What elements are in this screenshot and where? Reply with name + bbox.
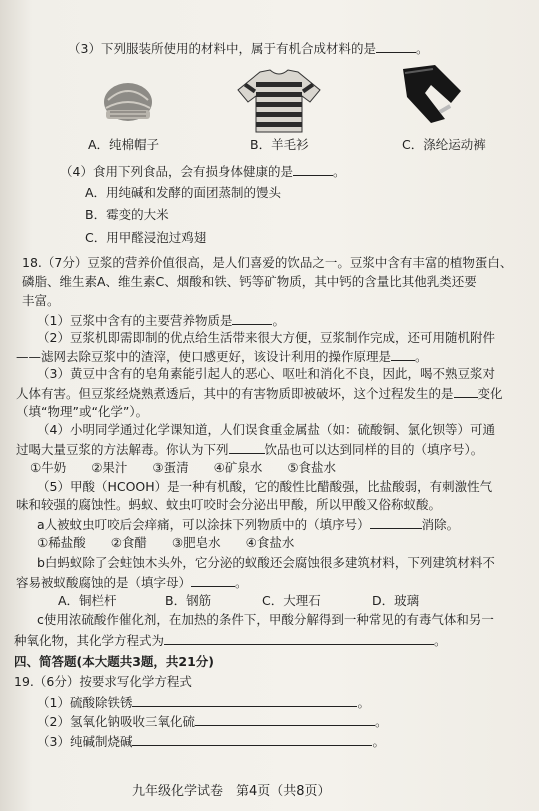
q4-option-b: B．霉变的大米 [85, 207, 169, 222]
q3-option-a: A．纯棉帽子 [88, 137, 160, 152]
polyester-pants-icon [395, 63, 465, 125]
q18-sub-c-line1: c使用浓硫酸作催化剂，在加热的条件下，甲酸分解得到一种常见的有毒气体和另一 [37, 612, 494, 627]
q18-intro-line1: 18.（7分）豆浆的营养价值很高，是人们喜爱的饮品之一。豆浆中含有丰富的植物蛋白、 [22, 255, 513, 270]
q3-option-b: B．羊毛衫 [250, 137, 309, 152]
q19-part3: （3）纯碱制烧碱 。 [37, 734, 385, 749]
q18-sub-b-option-c: C．大理石 [262, 593, 321, 608]
q18-part3-line2: 人体有害。但豆浆经烧熟煮透后，其中的有害物质即被破坏，这个过程发生的是 变化 [16, 386, 503, 401]
q18-sub-b-blank[interactable] [191, 574, 235, 587]
q4-option-c: C．用甲醛浸泡过鸡翅 [85, 230, 207, 245]
q4-stem: （4）食用下列食品，会有损身体健康的是 。 [60, 164, 346, 179]
q19-part3-blank[interactable] [132, 733, 372, 746]
q18-part2-blank[interactable] [391, 348, 415, 361]
q18-part4-line2: 过喝大量豆浆的方法解毒。你认为下列 饮品也可以达到同样的目的（填序号）。 [16, 442, 484, 457]
q19-part1-blank[interactable] [132, 694, 357, 707]
q18-sub-a-blank[interactable] [370, 516, 422, 529]
q18-sub-b-line1: b白蚂蚁除了会蛀蚀木头外，它分泌的蚁酸还会腐蚀很多建筑材料，下列建筑材料不 [37, 555, 495, 570]
q3-answer-blank[interactable] [376, 40, 416, 53]
q3-stem: （3）下列服装所使用的材料中，属于有机合成材料的是 。 [68, 41, 429, 56]
q19-stem: 19.（6分）按要求写化学方程式 [14, 674, 192, 689]
q18-sub-b-option-d: D．玻璃 [372, 593, 420, 608]
q4-option-a: A．用纯碱和发酵的面团蒸制的馒头 [85, 185, 282, 200]
section-4-title: 四、简答题(本大题共3题，共21分) [14, 654, 215, 669]
q18-sub-a-options: ①稀盐酸 ②食醋 ③肥皂水 ④食盐水 [37, 535, 295, 550]
q18-part3-line3: （填“物理”或“化学”）。 [16, 404, 149, 419]
q18-part3-blank[interactable] [454, 385, 478, 398]
q19-part2: （2）氢氧化钠吸收三氧化硫 。 [37, 714, 388, 729]
q18-part2-line2: ——滤网去除豆浆中的渣滓，使口感更好，该设计利用的操作原理是 。 [16, 349, 428, 364]
q18-part3-line1: （3）黄豆中含有的皂角素能引起人的恶心、呕吐和消化不良，因此，喝不熟豆浆对 [37, 366, 495, 381]
q18-part1-blank[interactable] [232, 312, 272, 325]
q18-sub-c-line2: 种氧化物，其化学方程式为 。 [14, 633, 447, 648]
q18-sub-b-line2: 容易被蚁酸腐蚀的是（填字母） 。 [16, 575, 248, 590]
q4-answer-blank[interactable] [293, 163, 333, 176]
q18-sub-b-option-b: B．钢筋 [165, 593, 212, 608]
q18-sub-a: a人被蚊虫叮咬后会痒痛，可以涂抹下列物质中的（填序号） 消除。 [37, 517, 460, 532]
q18-part4-blank[interactable] [229, 441, 265, 454]
q18-sub-b-option-a: A．铜栏杆 [58, 593, 117, 608]
q18-part5-line2: 味和较强的腐蚀性。蚂蚁、蚊虫叮咬时会分泌出甲酸，所以甲酸又俗称蚁酸。 [16, 497, 442, 512]
q18-part5-line1: （5）甲酸（HCOOH）是一种有机酸，它的酸性比醋酸强，比盐酸弱，有刺激性气 [37, 479, 493, 494]
q18-intro-line3: 丰富。 [22, 293, 60, 308]
wool-sweater-icon [236, 68, 322, 136]
q18-part1: （1）豆浆中含有的主要营养物质是 。 [37, 313, 285, 328]
q18-sub-c-blank[interactable] [164, 632, 434, 645]
q18-part4-options: ①牛奶 ②果汁 ③蛋清 ④矿泉水 ⑤食盐水 [30, 460, 337, 475]
q18-part2-line1: （2）豆浆机即需即制的优点给生活带来很大方便，豆浆制作完成，还可用随机附件 [37, 330, 495, 345]
q19-part1: （1）硫酸除铁锈 。 [37, 695, 370, 710]
cotton-hat-icon [100, 78, 156, 122]
q18-part4-line1: （4）小明同学通过化学课知道，人们误食重金属盐（如：硫酸铜、氯化钡等）可通 [37, 422, 495, 437]
q19-part2-blank[interactable] [195, 713, 375, 726]
q3-option-c: C．涤纶运动裤 [402, 137, 486, 152]
q18-intro-line2: 磷脂、维生素A、维生素C、烟酸和铁、钙等矿物质，其中钙的含量比其他乳类还要 [22, 274, 477, 289]
page-footer: 九年级化学试卷 第4页（共8页） [132, 784, 331, 799]
